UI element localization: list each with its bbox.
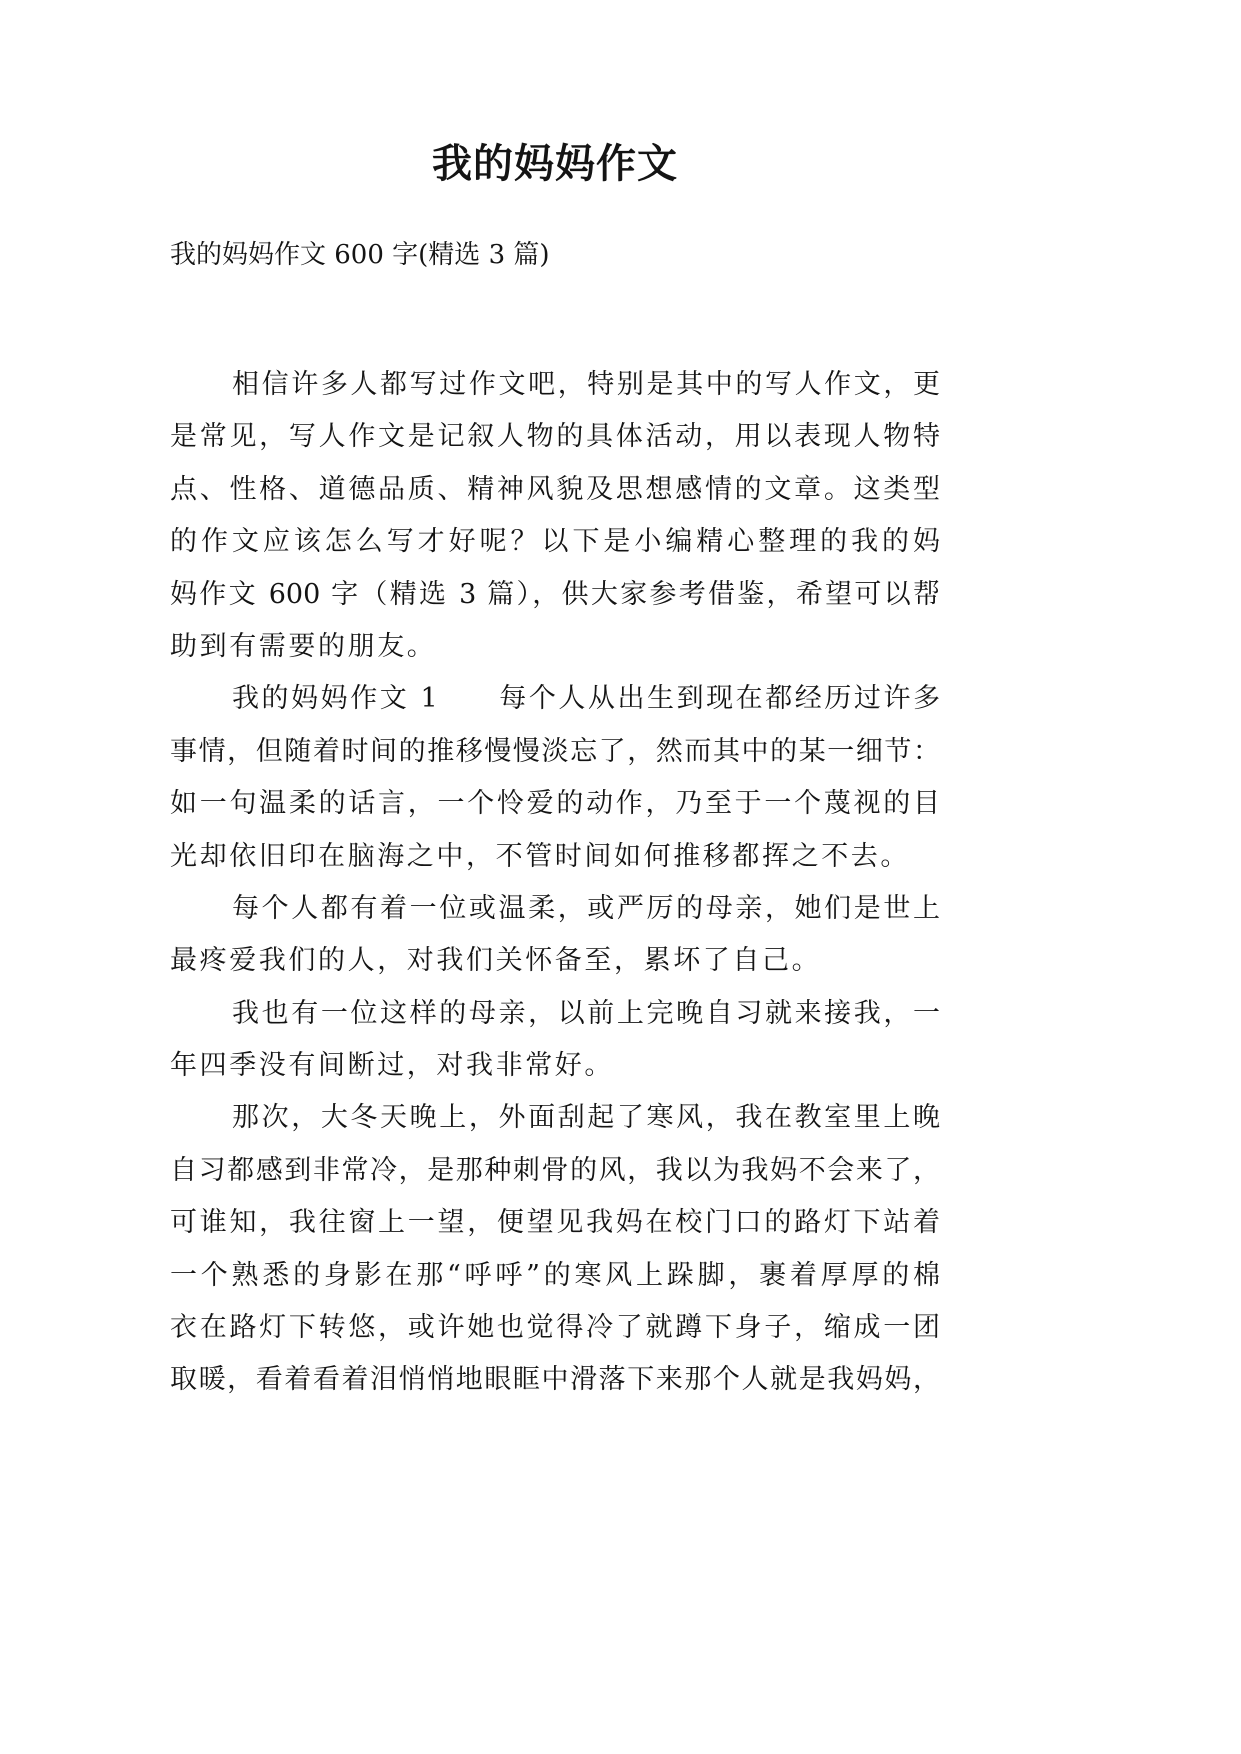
paragraph-line: 年四季没有间断过，对我非常好。 <box>170 1050 614 1082</box>
paragraph-line: 助到有需要的朋友。 <box>170 630 437 662</box>
document-title: 我的妈妈作文 <box>432 140 678 187</box>
paragraph-line: 如一句温柔的话言，一个怜爱的动作，乃至于一个蔑视的目 <box>170 788 940 820</box>
paragraph-line: 点、性格、道德品质、精神风貌及思想感情的文章。这类型 <box>170 473 940 505</box>
paragraph-my-mother <box>170 988 940 1093</box>
paragraph-line: 最疼爱我们的人，对我们关怀备至，累坏了自己。 <box>170 945 822 977</box>
document-body <box>170 359 940 1407</box>
document-subtitle: 我的妈妈作文 600 字(精选 3 篇) <box>170 240 550 270</box>
paragraph-line: 那次，大冬天晚上，外面刮起了寒风，我在教室里上晚 <box>232 1102 940 1134</box>
paragraph-line: 我也有一位这样的母亲，以前上完晚自习就来接我，一 <box>232 997 940 1029</box>
paragraph-winter-night <box>170 1092 940 1406</box>
paragraph-line: 衣在路灯下转悠，或许她也觉得冷了就蹲下身子，缩成一团 <box>170 1312 940 1344</box>
paragraph-essay-1-opening <box>170 673 940 883</box>
paragraph-intro <box>170 359 940 673</box>
paragraph-line: 光却依旧印在脑海之中，不管时间如何推移都挥之不去。 <box>170 840 910 872</box>
paragraph-line: 每个人都有着一位或温柔，或严厉的母亲，她们是世上 <box>232 892 940 924</box>
paragraph-line: 事情，但随着时间的推移慢慢淡忘了，然而其中的某一细节： <box>170 735 940 767</box>
paragraph-line: 我的妈妈作文 1 每个人从出生到现在都经历过许多 <box>232 683 940 715</box>
paragraph-line: 妈作文 600 字（精选 3 篇），供大家参考借鉴，希望可以帮 <box>170 578 940 610</box>
paragraph-mothers <box>170 883 940 988</box>
paragraph-line: 可谁知，我往窗上一望，便望见我妈在校门口的路灯下站着 <box>170 1207 940 1239</box>
paragraph-line: 相信许多人都写过作文吧，特别是其中的写人作文，更 <box>232 369 940 400</box>
paragraph-line: 自习都感到非常冷，是那种刺骨的风，我以为我妈不会来了， <box>170 1154 940 1186</box>
paragraph-line: 的作文应该怎么写才好呢？以下是小编精心整理的我的妈 <box>170 526 940 558</box>
paragraph-line: 一个熟悉的身影在那“呼呼”的寒风上跺脚，裹着厚厚的棉 <box>170 1259 940 1291</box>
paragraph-line: 取暖，看着看着泪悄悄地眼眶中滑落下来那个人就是我妈妈， <box>170 1364 940 1396</box>
page-content <box>170 0 940 1754</box>
paragraph-line: 是常见，写人作文是记叙人物的具体活动，用以表现人物特 <box>170 421 940 453</box>
